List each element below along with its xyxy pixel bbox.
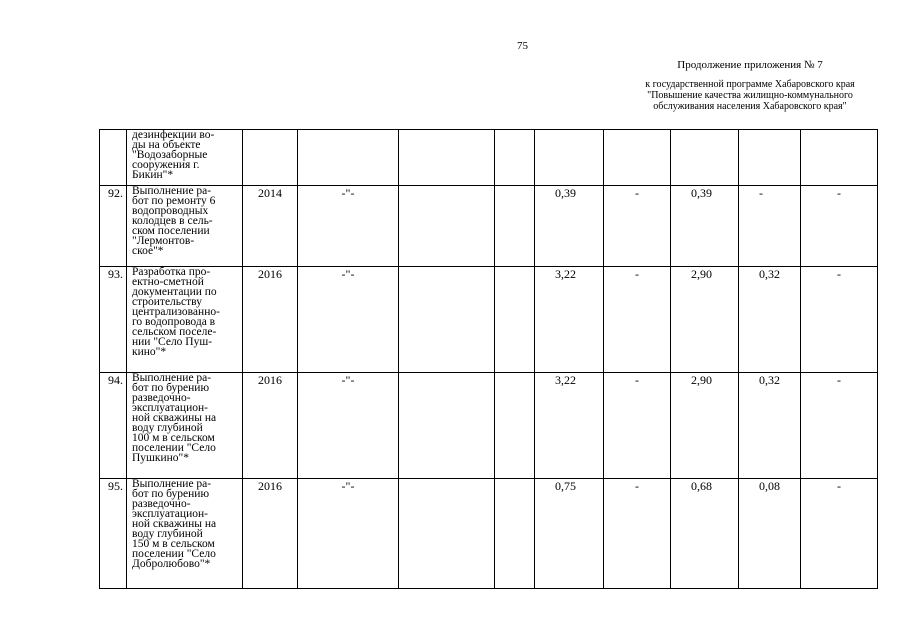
activity-name xyxy=(127,186,243,267)
regional-amount xyxy=(671,130,739,186)
federal-amount: - xyxy=(604,267,671,373)
local-amount: - xyxy=(739,186,801,267)
activity-name-text: дезинфекции во- ды на объекте "Водозаборные сооружения г. Бикин"* xyxy=(132,129,215,181)
regional-amount: 2,90 xyxy=(671,267,739,373)
activity-name-text: Выполнение ра- бот по бурению разведочно- эксплуатацион- ной скважины на воду глубиной 150 м в сельском поселении "Село Добролюбово"* xyxy=(132,478,217,570)
annex-subtitle-line: "Повышение качества жилищно-коммунального xyxy=(647,90,853,101)
extra-amount xyxy=(801,130,878,186)
activity-name xyxy=(127,479,243,589)
extra-amount: - xyxy=(801,479,878,589)
empty-cell xyxy=(495,186,535,267)
activity-name-text: Разработка про- ектно-сметной документации по строительству централизованно- го водопровода в сельском поселе- нии "Село Пуш- кино"* xyxy=(132,266,220,358)
regional-amount: 0,68 xyxy=(671,479,739,589)
empty-cell xyxy=(495,479,535,589)
federal-amount: - xyxy=(604,479,671,589)
activity-name xyxy=(127,130,243,186)
year-cell: 2016 xyxy=(243,373,298,479)
federal-amount: - xyxy=(604,373,671,479)
extra-amount: - xyxy=(801,267,878,373)
table-row xyxy=(100,186,878,267)
row-number xyxy=(100,130,127,186)
table-row xyxy=(100,373,878,479)
federal-amount: - xyxy=(604,186,671,267)
activity-name xyxy=(127,373,243,479)
year-cell xyxy=(243,130,298,186)
total-amount: 3,22 xyxy=(535,267,604,373)
empty-cell xyxy=(399,186,495,267)
annex-continuation-title: Продолжение приложения № 7 xyxy=(677,59,823,71)
total-amount xyxy=(535,130,604,186)
executor-cell: -"- xyxy=(298,267,399,373)
program-table xyxy=(99,129,878,589)
executor-cell: -"- xyxy=(298,373,399,479)
empty-cell xyxy=(495,267,535,373)
empty-cell xyxy=(399,130,495,186)
regional-amount: 2,90 xyxy=(671,373,739,479)
table-row xyxy=(100,267,878,373)
total-amount: 0,39 xyxy=(535,186,604,267)
activity-name xyxy=(127,267,243,373)
total-amount: 3,22 xyxy=(535,373,604,479)
extra-amount: - xyxy=(801,186,878,267)
row-number: 95. xyxy=(100,479,127,589)
local-amount xyxy=(739,130,801,186)
annex-subtitle-line: к государственной программе Хабаровского края xyxy=(645,79,855,90)
year-cell: 2014 xyxy=(243,186,298,267)
empty-cell xyxy=(495,130,535,186)
total-amount: 0,75 xyxy=(535,479,604,589)
empty-cell xyxy=(399,479,495,589)
row-number: 92. xyxy=(100,186,127,267)
row-number: 93. xyxy=(100,267,127,373)
executor-cell: -"- xyxy=(298,479,399,589)
activity-name-text: Выполнение ра- бот по бурению разведочно- эксплуатацион- ной скважины на воду глубиной 100 м в сельском поселении "Село Пушкино"* xyxy=(132,372,217,464)
local-amount: 0,08 xyxy=(739,479,801,589)
empty-cell xyxy=(399,267,495,373)
year-cell: 2016 xyxy=(243,479,298,589)
table-row xyxy=(100,130,878,186)
local-amount: 0,32 xyxy=(739,267,801,373)
executor-cell: -"- xyxy=(298,186,399,267)
extra-amount: - xyxy=(801,373,878,479)
annex-subtitle-line: обслуживания населения Хабаровского края" xyxy=(653,101,847,112)
year-cell: 2016 xyxy=(243,267,298,373)
federal-amount xyxy=(604,130,671,186)
empty-cell xyxy=(399,373,495,479)
executor-cell xyxy=(298,130,399,186)
activity-name-text: Выполнение ра- бот по ремонту 6 водопроводных колодцев в сель- ском поселении "Лермонтов- ское"* xyxy=(132,185,216,257)
annex-subtitle xyxy=(600,79,900,112)
page-number: 75 xyxy=(517,40,528,52)
table-row xyxy=(100,479,878,589)
row-number: 94. xyxy=(100,373,127,479)
local-amount: 0,32 xyxy=(739,373,801,479)
regional-amount: 0,39 xyxy=(671,186,739,267)
empty-cell xyxy=(495,373,535,479)
